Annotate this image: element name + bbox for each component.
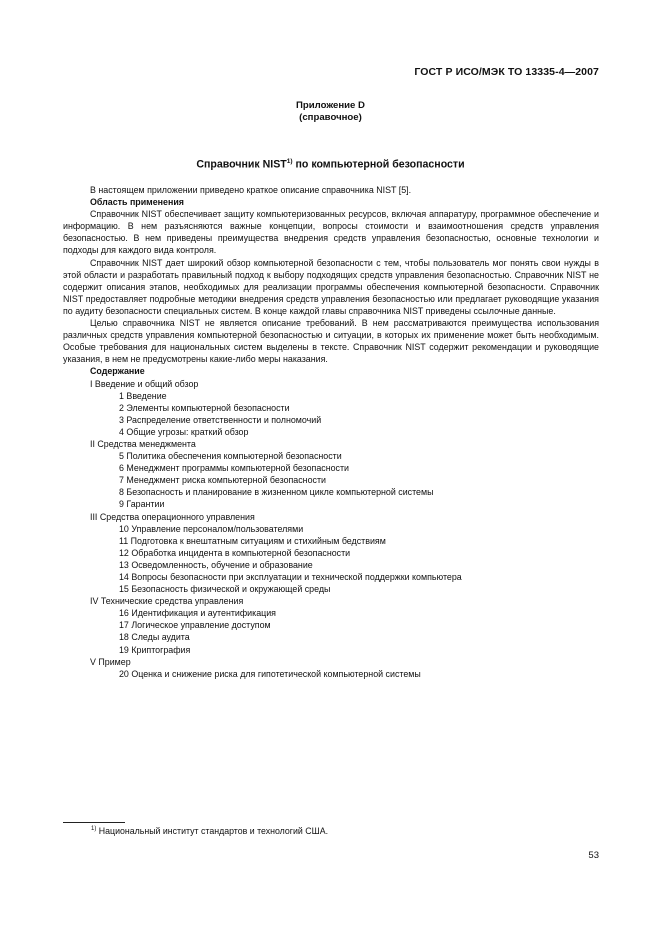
- toc-part: IV Технические средства управления: [90, 596, 244, 607]
- toc-item: 2 Элементы компьютерной безопасности: [119, 402, 290, 413]
- toc-item: 9 Гарантии: [119, 499, 165, 510]
- toc-item: 1 Введение: [119, 390, 167, 401]
- toc-item: 7 Менеджмент риска компьютерной безопасности: [119, 475, 326, 486]
- footnote-text: Национальный институт стандартов и технологий США.: [96, 826, 329, 836]
- toc-item: 10 Управление персоналом/пользователями: [119, 523, 304, 534]
- scope-heading: Область применения: [90, 197, 184, 208]
- document-body: [63, 184, 599, 680]
- toc-item: 13 Осведомленность, обучение и образование: [119, 559, 313, 570]
- intro-paragraph: В настоящем приложении приведено краткое описание справочника NIST [5].: [90, 185, 412, 195]
- document-header: ГОСТ Р ИСО/МЭК ТО 13335-4—2007: [414, 66, 599, 78]
- toc-item: 8 Безопасность и планирование в жизненном цикле компьютерной системы: [119, 487, 434, 498]
- toc-part: V Пример: [90, 656, 131, 667]
- toc-item: 5 Политика обеспечения компьютерной безопасности: [119, 451, 342, 462]
- appendix-subtitle: (справочное): [299, 112, 362, 123]
- toc-item: 11 Подготовка к внештатным ситуациям и стихийным бедствиям: [119, 535, 386, 546]
- page-number: 53: [588, 850, 599, 861]
- toc-item: 6 Менеджмент программы компьютерной безопасности: [119, 463, 350, 474]
- toc-item: 14 Вопросы безопасности при эксплуатации и технической поддержки компьютера: [119, 572, 462, 582]
- toc-item: 4 Общие угрозы: краткий обзор: [119, 426, 249, 437]
- toc-item: 20 Оценка и снижение риска для гипотетической компьютерной системы: [119, 668, 421, 679]
- section-title: [0, 158, 661, 171]
- footnote-divider: [63, 822, 125, 823]
- toc-item: 19 Криптография: [119, 644, 191, 655]
- toc-item: 15 Безопасность физической и окружающей среды: [119, 584, 331, 595]
- paragraph: Справочник NIST обеспечивает защиту компьютеризованных ресурсов, включая аппаратуру, программное обеспечение и информацию. В нем разъясняются важные концепции, вопросы стоимости и взаимоотношения средств управления безопасностью. В нем приведены преимущества внедрения средств управления безопасностью, основные технологии и подходы для каждого вида контроля.: [63, 209, 599, 256]
- paragraph: Целью справочника NIST не является описание требований. В нем рассматриваются преимущества использования различных средств управления компьютерной безопасностью и ситуации, в которых их применение может быть необходимым. Особые требования для национальных систем выделены в тексте. Справочник NIST содержит рекомендации и руководящие указания, в нем не предусмотрены какие-либо меры наказания.: [63, 318, 599, 365]
- table-of-contents: [63, 378, 599, 680]
- footnote-mark: 1): [91, 826, 97, 833]
- toc-part: II Средства менеджмента: [90, 438, 196, 449]
- toc-item: 3 Распределение ответственности и полномочий: [119, 414, 322, 425]
- toc-part: I Введение и общий обзор: [90, 378, 199, 389]
- appendix-title: Приложение D: [296, 100, 365, 111]
- toc-part: III Средства операционного управления: [90, 511, 255, 522]
- toc-item: 12 Обработка инцидента в компьютерной безопасности: [119, 547, 351, 558]
- toc-item: 16 Идентификация и аутентификация: [119, 608, 276, 619]
- section-title-text: Справочник NIST: [196, 158, 287, 171]
- footnote-mark: 1): [286, 158, 293, 165]
- toc-item: 17 Логическое управление доступом: [119, 620, 271, 631]
- paragraph: Справочник NIST дает широкий обзор компьютерной безопасности с тем, чтобы пользователь мог понять свои нужды в этой области и разработать правильный подход к выбору подходящих средств управления безопасностью. Справочник NIST не содержит описания этапов, необходимых для реализации программы обеспечения компьютерной безопасности. Справочник NIST предоставляет подробные методики внедрения средств управления безопасностью или предлагает руководящие указания по аудиту безопасности специальных систем. В конце каждой главы справочника NIST приведены ссылочные данные.: [63, 257, 599, 316]
- contents-heading: Содержание: [90, 366, 145, 377]
- section-title-text-after: по компьютерной безопасности: [292, 158, 465, 171]
- footnote: [91, 826, 328, 836]
- toc-item: 18 Следы аудита: [119, 632, 190, 643]
